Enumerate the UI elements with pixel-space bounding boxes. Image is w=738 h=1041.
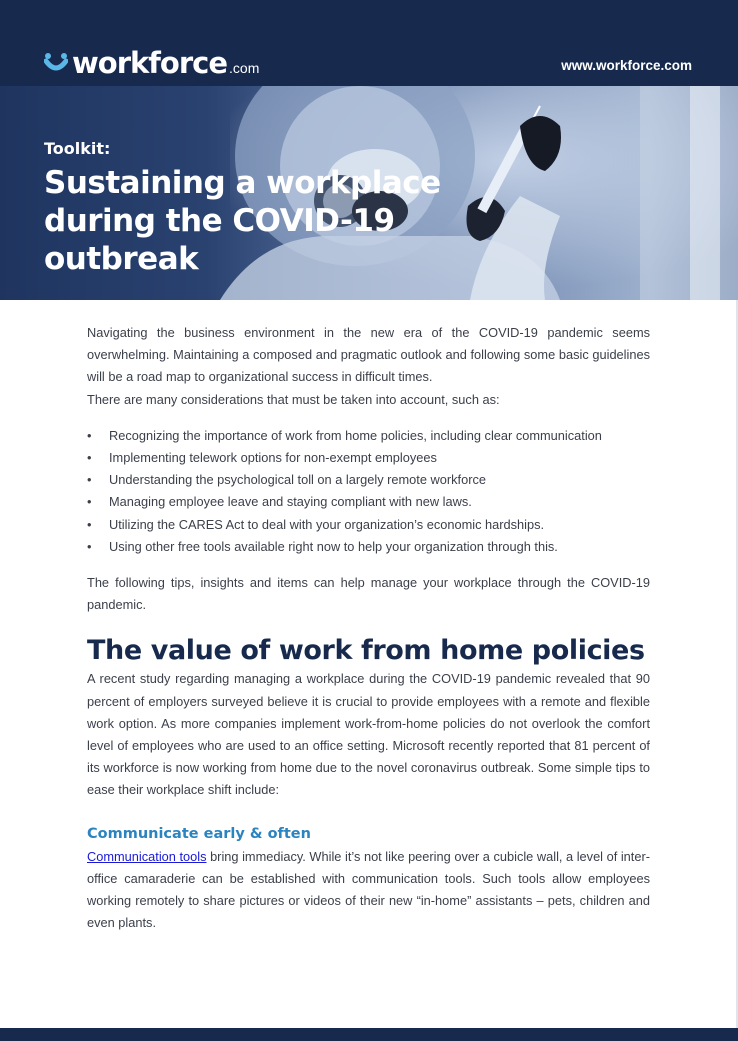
list-item: • Recognizing the importance of work from home policies, including clear communication	[87, 425, 650, 447]
list-item: • Understanding the psychological toll on a largely remote workforce	[87, 469, 650, 491]
page-title: Sustaining a workplace during the COVID-19 outbreak	[44, 165, 441, 277]
top-header-bar	[0, 0, 738, 86]
main-content	[87, 322, 650, 934]
considerations-list	[87, 425, 650, 558]
list-item: • Using other free tools available right now to help your organization through this.	[87, 536, 650, 558]
site-url-link[interactable]: www.workforce.com	[561, 58, 692, 73]
bullet-icon: •	[87, 538, 92, 554]
workforce-logo[interactable]	[44, 38, 259, 78]
intro-paragraph: Navigating the business environment in the new era of the COVID-19 pandemic seems overwhelming. Maintaining a composed and pragmatic outlook and following some basic guidelines will be a road map to organizational success in difficult times.	[87, 325, 650, 385]
bullet-icon: •	[87, 472, 92, 488]
section-heading: The value of work from home policies	[87, 635, 645, 667]
logo-tld: .com	[229, 60, 260, 76]
bullet-icon: •	[87, 450, 92, 466]
bottom-footer-bar	[0, 1028, 738, 1041]
subsection-body: Communication tools bring immediacy. While it’s not like peering over a cubicle wall, a level of inter-office camaraderie can be established with communication tools. Such tools allow employees working remotely to share pictures or videos of their new “in-home” assistants – pets, children and even plants.	[87, 848, 650, 931]
section-body: A recent study regarding managing a workplace during the COVID-19 pandemic revealed that 90 percent of employers surveyed believe it is crucial to provide employees with a remote and flexible work option. As more companies implement work-from-home policies do not overlook the comfort level of employees who are used to an office setting. Microsoft recently reported that 81 percent of its workforce is now working from home due to the novel coronavirus outbreak. Some simple tips to ease their workplace shift include:	[87, 671, 650, 798]
bullet-icon: •	[87, 516, 92, 532]
list-item: • Implementing telework options for non-exempt employees	[87, 447, 650, 469]
communication-tools-link[interactable]: Communication tools	[87, 848, 207, 864]
subsection-heading: Communicate early & often	[87, 825, 311, 842]
bullet-icon: •	[87, 427, 92, 443]
logo-mark-icon	[44, 49, 68, 73]
intro-lead-in: There are many considerations that must be taken into account, such as:	[87, 391, 500, 407]
tips-intro-paragraph: The following tips, insights and items can help manage your workplace through the COVID-19 pandemic.	[87, 575, 650, 613]
toolkit-label: Toolkit:	[44, 139, 111, 158]
list-item: • Managing employee leave and staying compliant with new laws.	[87, 491, 650, 513]
list-item: • Utilizing the CARES Act to deal with your organization’s economic hardships.	[87, 514, 650, 536]
bullet-icon: •	[87, 494, 92, 510]
logo-wordmark: workforce	[72, 46, 228, 80]
